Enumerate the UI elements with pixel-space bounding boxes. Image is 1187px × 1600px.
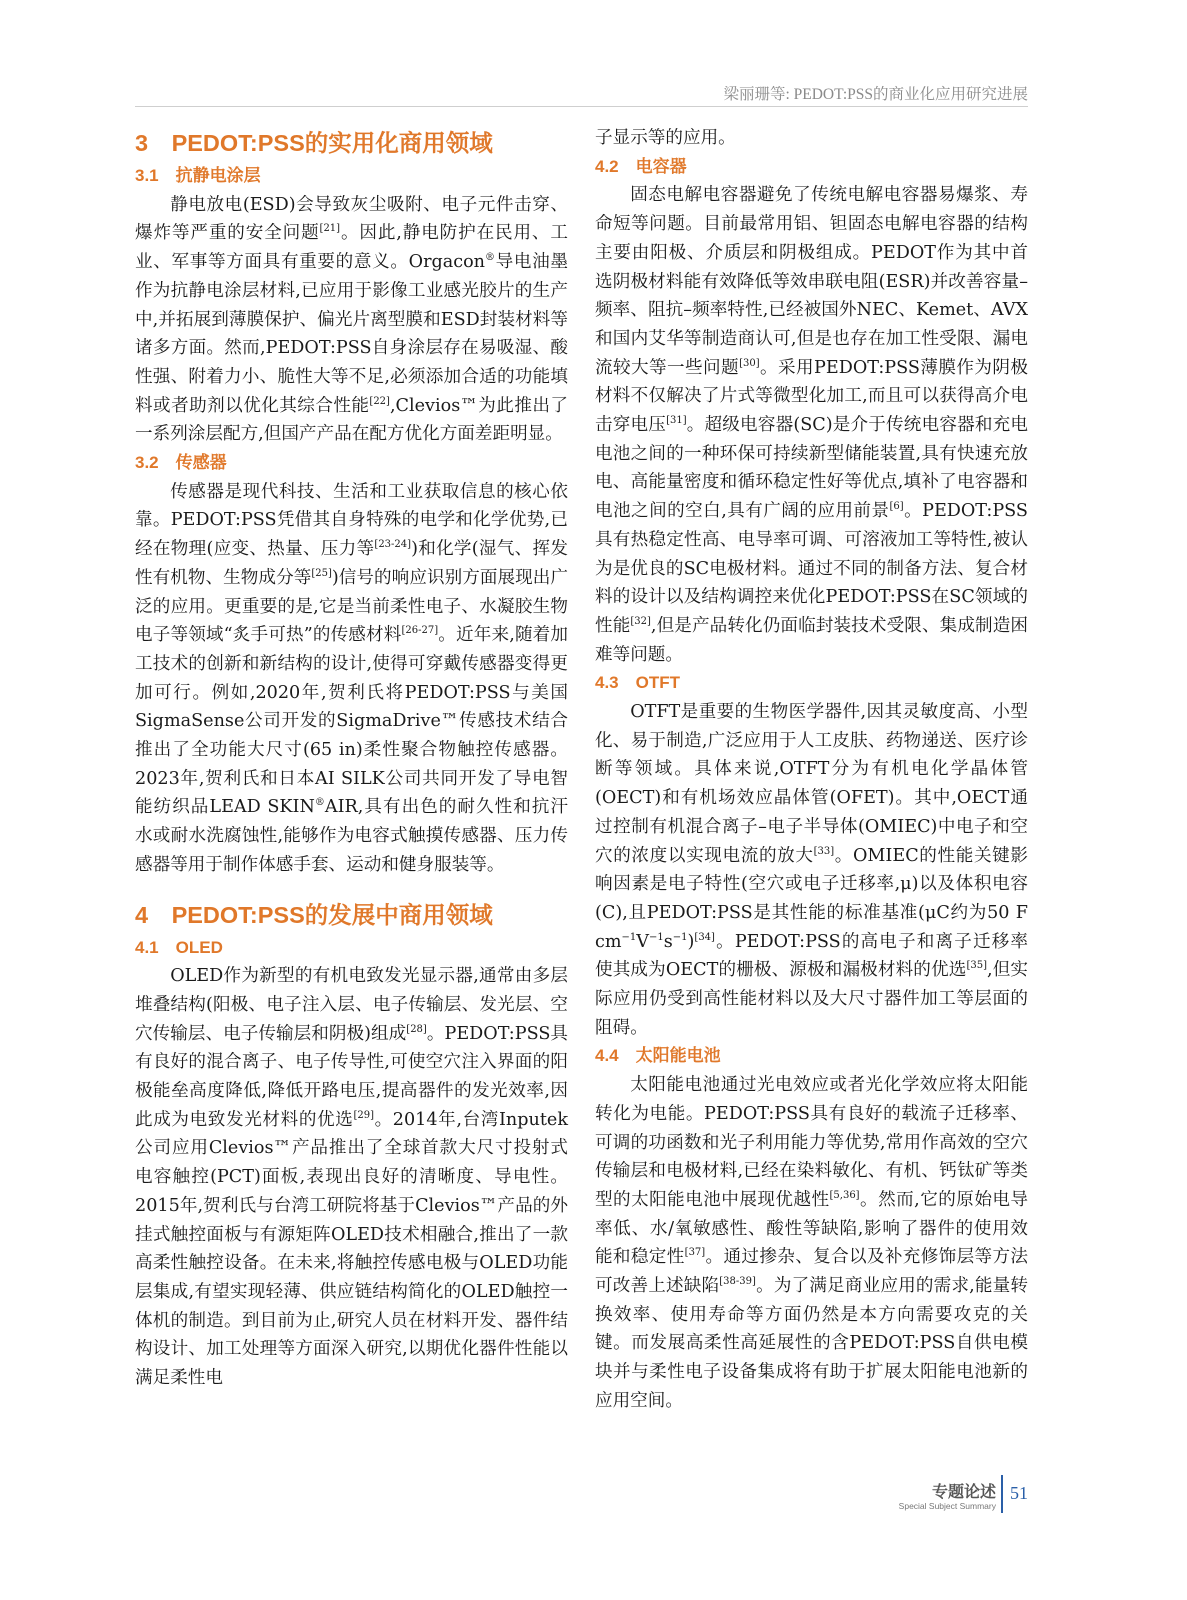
subsection-heading: 4.2 电容器 xyxy=(595,156,687,176)
paragraph-text: 。超级电容器(SC)是介于传统电容器和充电电池之间的一种环保可持续新型储能装置,具有快速充放电、高能量密度和循环稳定性好等优点,填补了电容器和电池之间的空白,具有广阔的应用前景 xyxy=(595,415,1028,522)
body-paragraph xyxy=(135,478,568,880)
paragraph-text: ,但是产品转化仍面临封装技术受限、集成制造困难等问题。 xyxy=(595,615,1028,665)
paragraph-text: OTFT是重要的生物医学器件,因其灵敏度高、小型化、易于制造,广泛应用于人工皮肤、药物递送、医疗诊断等领域。具体来说,OTFT分为有机电化学晶体管(OECT)和有机场效应晶体管(OFET)。其中,OECT通过控制有机混合离子–电子半导体(OMIEC)中电子和空穴的浓度以实现电流的放大 xyxy=(595,702,1028,866)
subsection-heading: 4.4 太阳能电池 xyxy=(595,1046,721,1066)
superscript: [35] xyxy=(966,960,987,972)
superscript: [30] xyxy=(739,357,760,369)
paragraph-text: 。PEDOT:PSS具有良好的混合离子、电子传导性,可使空穴注入界面的阳极能垒高度降低,降低开路电压,提高器件的发光效率,因此成为电致发光材料的优选 xyxy=(135,1023,568,1130)
superscript: [32] xyxy=(630,615,651,627)
paragraph-text: ,Clevios™为此推出了一系列涂层配方,但国产产品在配方优化方面差距明显。 xyxy=(135,395,568,445)
superscript: −1 xyxy=(621,931,637,943)
body-paragraph xyxy=(595,698,1028,1042)
paragraph-text: 。PEDOT:PSS的高电子和离子迁移率使其成为OECT的栅极、源极和漏极材料的优选 xyxy=(595,931,1028,981)
superscript: [28] xyxy=(406,1023,427,1035)
paragraph-text: 静电放电(ESD)会导致灰尘吸附、电子元件击穿、爆炸等严重的安全问题 xyxy=(135,194,568,244)
subsection-heading: 3.1 抗静电涂层 xyxy=(135,166,261,185)
body-paragraph xyxy=(595,1071,1028,1415)
paragraph-text: 。PEDOT:PSS具有热稳定性高、电导率可调、可溶液加工等特性,被认为是优良的SC电极材料。通过不同的制备方法、复合材料的设计以及结构调控来优化PEDOT:PSS在SC领域的性能 xyxy=(595,501,1028,636)
running-title: 梁丽珊等: PEDOT:PSS的商业化应用研究进展 xyxy=(723,86,1028,103)
superscript: [22] xyxy=(369,395,390,407)
paragraph-text: 太阳能电池通过光电效应或者光化学效应将太阳能转化为电能。PEDOT:PSS具有良好的载流子迁移率、可调的功函数和光子利用能力等优势,常用作高效的空穴传输层和电极材料,已经在染料敏化、有机、钙钛矿等类型的太阳能电池中展现优越性 xyxy=(595,1075,1028,1210)
subsection-heading: 4.1 OLED xyxy=(135,937,223,957)
paragraph-text: s xyxy=(663,931,673,952)
section-heading: 4 PEDOT:PSS的发展中商用领域 xyxy=(135,901,493,928)
paragraph-text: 固态电解电容器避免了传统电解电容器易爆浆、寿命短等问题。目前最常用铝、钽固态电解电容器的结构主要由阳极、介质层和阴极组成。PEDOT作为其中首选阴极材料能有效降低等效串联电阻(ESR)并改善容量–频率、阻抗–频率特性,已经被国外NEC、Kemet、AVX和国内艾华等制造商认可,但是也存在加工性受限、漏电流较大等一些问题 xyxy=(595,185,1028,378)
superscript: ® xyxy=(314,797,325,809)
paragraph-text: 。然而,它的原始电导率低、水/氧敏感性、酸性等缺陷,影响了器件的使用效能和稳定性 xyxy=(595,1189,1028,1268)
footer-divider xyxy=(1001,1475,1004,1513)
superscript: [37] xyxy=(684,1247,706,1259)
left-column xyxy=(135,124,568,1393)
superscript: [6] xyxy=(889,501,904,513)
paragraph-text: V xyxy=(636,931,650,952)
superscript: [26-27] xyxy=(401,625,439,637)
paragraph-text: 导电油墨作为抗静电涂层材料,已应用于影像工业感光胶片的生产中,并拓展到薄膜保护、偏光片离型膜和ESD封装材料等诸多方面。然而,PEDOT:PSS自身涂层存在易吸湿、酸性强、附着力小、脆性大等不足,必须添加合适的功能填料或者助剂以优化其综合性能 xyxy=(135,252,568,416)
superscript: [25] xyxy=(311,567,332,579)
body-paragraph xyxy=(595,181,1028,669)
paragraph-text: 。通过掺杂、复合以及补充修饰层等方法可改善上述缺陷 xyxy=(595,1247,1028,1297)
paragraph-text: 。因此,静电防护在民用、工业、军事等方面具有重要的意义。Orgacon xyxy=(135,223,568,273)
superscript: [33] xyxy=(813,845,835,857)
subsection-heading: 3.2 传感器 xyxy=(135,453,227,473)
paragraph-text: 。为了满足商业应用的需求,能量转换效率、使用寿命等方面仍然是本方向需要攻克的关键。而发展高柔性高延展性的含PEDOT:PSS自供电模块并与柔性电子设备集成将有助于扩展太阳能电池新的应用空间。 xyxy=(595,1276,1028,1411)
paragraph-text: 。2014年,台湾Inputek公司应用Clevios™产品推出了全球首款大尺寸投射式电容触控(PCT)面板,表现出良好的清晰度、导电性。2015年,贺利氏与台湾工研院将基于Clevios™产品的外挂式触控面板与有源矩阵OLED技术相融合,推出了一款高柔性触控设备。在未来,将触控传感电极与OLED功能层集成,有望实现轻薄、供应链结构简化的OLED触控一体机的制造。到目前为止,研究人员在材料开发、器件结构设计、加工处理等方面深入研究,以期优化器件性能以满足柔性电 xyxy=(135,1109,568,1389)
superscript: [38-39] xyxy=(719,1276,756,1288)
superscript: [31] xyxy=(666,415,687,427)
paragraph-text: 。近年来,随着加工技术的创新和新结构的设计,使得可穿戴传感器变得更加可行。例如,2020年,贺利氏将PEDOT:PSS与美国SigmaSense公司开发的SigmaDrive™传感技术结合推出了全功能大尺寸(65 in)柔性聚合物触控传感器。2023年,贺利氏和日本AI SILK公司共同开发了导电智能纺织品LEAD SKIN xyxy=(135,625,569,818)
right-column xyxy=(595,124,1028,1416)
superscript: [5,36] xyxy=(829,1189,860,1201)
superscript: −1 xyxy=(649,931,664,943)
superscript: [21] xyxy=(319,223,341,235)
paragraph-text: OLED作为新型的有机电致发光显示器,通常由多层堆叠结构(阳极、电子注入层、电子传输层、发光层、空穴传输层、电子传输层和阴极)组成 xyxy=(135,966,568,1044)
superscript: [34] xyxy=(694,931,715,943)
paragraph-text: ,但实际应用仍受到高性能材料以及大尺寸器件加工等层面的阻碍。 xyxy=(595,960,1029,1038)
paragraph-text: 。采用PEDOT:PSS薄膜作为阴极材料不仅解决了片式等微型化加工,而且可以获得高介电击穿电压 xyxy=(595,357,1028,436)
paragraph-text: )和化学(湿气、挥发性有机物、生物成分等 xyxy=(135,539,568,588)
superscript: [29] xyxy=(353,1109,374,1121)
paragraph-text: )信号的响应识别方面展现出广泛的应用。更重要的是,它是当前柔性电子、水凝胶生物电子等领域“炙手可热”的传感材料 xyxy=(135,567,568,646)
footer-section-en: Special Subject Summary xyxy=(898,1501,996,1511)
superscript: ® xyxy=(485,252,496,264)
page-footer xyxy=(880,1475,1030,1525)
superscript: [23-24] xyxy=(374,539,412,551)
body-paragraph xyxy=(595,124,1028,153)
subsection-heading: 4.3 OTFT xyxy=(595,673,681,693)
body-paragraph xyxy=(135,962,568,1393)
running-header xyxy=(135,82,1028,107)
paragraph-text: ) xyxy=(687,931,695,952)
paragraph-text: 。OMIEC的性能关键影响因素是电子特性(空穴或电子迁移率,μ)以及体积电容(C),且PEDOT:PSS是其性能的标准基准(μC约为50 F cm xyxy=(595,845,1028,952)
page-number: 51 xyxy=(1010,1483,1028,1503)
footer-section: 专题论述 xyxy=(931,1484,996,1501)
paragraph-text: 传感器是现代科技、生活和工业获取信息的核心依靠。PEDOT:PSS凭借其自身特殊的电学和化学优势,已经在物理(应变、热量、压力等 xyxy=(135,481,568,560)
superscript: −1 xyxy=(672,931,688,943)
paragraph-text: 子显示等的应用。 xyxy=(595,128,736,148)
paragraph-text: AIR,具有出色的耐久性和抗汗水或耐水洗腐蚀性,能够作为电容式触摸传感器、压力传感器等用于制作体感手套、运动和健身服装等。 xyxy=(135,797,568,875)
body-paragraph xyxy=(135,191,568,449)
section-heading: 3 PEDOT:PSS的实用化商用领域 xyxy=(135,130,493,156)
